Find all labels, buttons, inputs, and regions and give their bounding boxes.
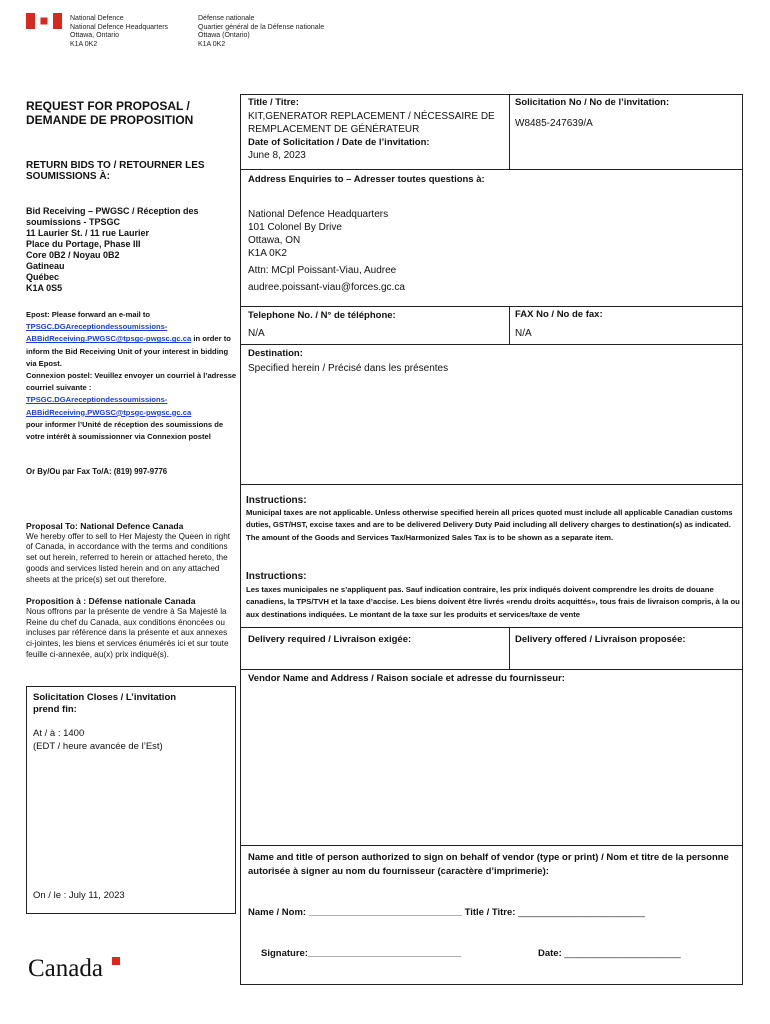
title-field-label: Title / Titre: xyxy=(464,907,516,918)
divider xyxy=(240,627,743,628)
solicitation-closes-title: Solicitation Closes / L’invitation prend fin: xyxy=(33,692,177,715)
epost-instructions xyxy=(26,309,238,443)
rfp-title: REQUEST FOR PROPOSAL / DEMANDE DE PROPOSITION xyxy=(26,99,194,127)
proposal-en-title: Proposal To: National Defence Canada xyxy=(26,521,184,531)
date-of-solicitation-value: June 8, 2023 xyxy=(248,150,306,161)
closes-at: At / à : 1400 xyxy=(33,728,85,739)
divider xyxy=(240,169,743,170)
epost-label: Epost: Please forward an e-mail to xyxy=(26,310,151,319)
name-label: Name / Nom: xyxy=(248,907,307,918)
canada-wordmark: Canada xyxy=(28,955,103,982)
enquiries-label: Address Enquiries to – Adresser toutes questions à: xyxy=(248,174,485,185)
divider xyxy=(240,669,743,670)
signature-input-line[interactable]: _____________________________ xyxy=(307,948,462,959)
name-title-row xyxy=(248,907,645,919)
destination-value: Specified herein / Précisé dans les présentes xyxy=(248,363,449,374)
connexion-label: Connexion postel: Veuillez envoyer un courriel à l’adresse courriel suivante : xyxy=(26,371,237,393)
destination-label: Destination: xyxy=(248,348,303,359)
fax-value: N/A xyxy=(515,328,532,339)
divider xyxy=(240,484,743,485)
divider xyxy=(240,845,743,846)
proposal-fr-title: Proposition à : Défense nationale Canada xyxy=(26,596,196,607)
header-en-line2: National Defence Headquarters xyxy=(70,23,169,31)
enquiries-address xyxy=(248,208,405,294)
divider xyxy=(240,344,743,345)
canada-flag-icon xyxy=(26,13,62,29)
instructions-fr-body: Les taxes municipales ne s’appliquent pas. Sauf indication contraire, les prix indiqués doivent comprendre les droits de douane canadiens, la TPS/TVH et la taxe d’accise. Les biens doivent être livrés «rendu droits acquittés», tous frais de livraison compris, à la ou aux destinations indiquées. Le montant de la taxe sur les produits et services/taxe de vente xyxy=(246,585,740,619)
signature-row xyxy=(261,948,461,960)
fax-label: FAX No / No de fax: xyxy=(515,309,603,320)
header-fr-line4: K1A 0K2 xyxy=(198,40,226,48)
enquiries-city: Ottawa, ON xyxy=(248,235,301,246)
date-field-label: Date: xyxy=(538,948,562,959)
date-of-solicitation-label: Date of Solicitation / Date de l’invitation: xyxy=(248,137,430,148)
instructions-en-body: Municipal taxes are not applicable. Unless otherwise specified herein all prices quoted must include all applicable Canadian customs duties, GST/HST, excise taxes and are to be delivered Delivery Duty Paid including all delivery charges to destination(s) as indicated. The amount of the Goods and Services Tax/Harmonized Sales Tax is to be shown as a separate item. xyxy=(246,508,733,542)
closes-timezone: (EDT / heure avancée de l’Est) xyxy=(33,740,163,752)
title-value: KIT,GENERATOR REPLACEMENT / NÉCESSAIRE DE REMPLACEMENT DE GÉNÉRATEUR xyxy=(248,111,495,135)
authorized-person-label: Name and title of person authorized to sign on behalf of vendor (type or print) / Nom et titre de la personne autorisée à signer au nom du fournisseur (caractère d’imprimerie): xyxy=(248,852,729,877)
connexion-email-link[interactable]: TPSGC.DGAreceptiondessoumissions-ABBidReceiving.PWGSC@tpsgc-pwgsc.gc.ca xyxy=(26,395,192,417)
delivery-required-label: Delivery required / Livraison exigée: xyxy=(248,634,412,645)
proposal-en-body: We hereby offer to sell to Her Majesty the Queen in right of Canada, in accordance with the terms and conditions set out herein, referred to herein or attached hereto, the goods and services listed herein and on any attached sheets at the price(s) set out therefore. xyxy=(26,531,231,584)
date-input-line[interactable]: ______________________ xyxy=(564,948,681,959)
header-fr xyxy=(198,15,324,49)
title-label: Title / Titre: xyxy=(248,97,299,108)
header-fr-line3: Ottawa (Ontario) xyxy=(198,32,250,39)
solicitation-closes-date: On / le : July 11, 2023 xyxy=(33,890,125,901)
divider xyxy=(240,306,743,307)
solicitation-closes-box xyxy=(26,686,236,914)
enquiries-attn: Attn: MCpl Poissant-Viau, Audree xyxy=(248,265,397,276)
instructions-fr-label: Instructions: xyxy=(246,571,307,582)
wordmark-flag-icon xyxy=(112,957,120,965)
header-fr-line2: Quartier général de la Défense nationale xyxy=(198,23,325,31)
telephone-value: N/A xyxy=(248,328,265,339)
fax-bid-number: Or By/Ou par Fax To/A: (819) 997-9776 xyxy=(26,467,168,476)
enquiries-org: National Defence Headquarters xyxy=(248,209,389,220)
epost-email-link[interactable]: TPSGC.DGAreceptiondessoumissions-ABBidReceiving.PWGSC@tpsgc-pwgsc.gc.ca xyxy=(26,322,192,344)
date-row xyxy=(538,948,681,960)
signature-label: Signature: xyxy=(261,948,308,959)
header-en-line4: K1A 0K2 xyxy=(70,40,98,48)
telephone-label: Telephone No. / N° de téléphone: xyxy=(248,310,396,321)
solicitation-no-label: Solicitation No / No de l’invitation: xyxy=(515,97,670,108)
title-input-line[interactable]: ________________________ xyxy=(518,907,645,918)
enquiries-postal: K1A 0K2 xyxy=(248,248,287,259)
connexion-after: pour informer l’Unité de réception des soumissions de votre intérêt à soumissionner via Connexion postel xyxy=(26,419,224,442)
header-en-line1: National Defence xyxy=(70,15,124,22)
vendor-label: Vendor Name and Address / Raison sociale et adresse du fournisseur: xyxy=(248,673,565,684)
enquiries-email[interactable]: audree.poissant-viau@forces.gc.ca xyxy=(248,282,405,293)
enquiries-street: 101 Colonel By Drive xyxy=(248,222,342,233)
name-input-line[interactable]: _____________________________ xyxy=(308,907,462,918)
solicitation-closes-time xyxy=(33,728,163,753)
solicitation-no-value: W8485-247639/A xyxy=(515,118,593,129)
instructions-en-label: Instructions: xyxy=(246,495,307,506)
divider xyxy=(509,306,510,344)
divider xyxy=(509,627,510,669)
delivery-offered-label: Delivery offered / Livraison proposée: xyxy=(515,634,686,645)
header-en xyxy=(70,15,168,49)
header-fr-line1: Défense nationale xyxy=(198,15,255,22)
return-bids-title: RETURN BIDS TO / RETOURNER LES SOUMISSIONS À: xyxy=(26,160,205,182)
divider xyxy=(509,94,510,169)
bid-receiving-address: Bid Receiving – PWGSC / Réception des soumissions - TPSGC 11 Laurier St. / 11 rue Laurier Place du Portage, Phase III Core 0B2 / Noyau 0B2 Gatineau Québec K1A 0S5 xyxy=(26,206,199,293)
epost-after: in order to inform the Bid Receiving Unit of your interest in bidding via Epost. xyxy=(26,334,231,368)
proposal-fr-body: Nous offrons par la présente de vendre à Sa Majesté la Reine du chef du Canada, aux conditions énoncées ou incluses par référence dans la présente et aux annexes ci-jointes, les biens et services énumérés ici et sur toute feuille ci-annexée, au(x) prix indiqué(s). xyxy=(26,606,229,659)
proposal-section xyxy=(26,521,231,660)
header-en-line3: Ottawa, Ontario xyxy=(70,32,120,39)
